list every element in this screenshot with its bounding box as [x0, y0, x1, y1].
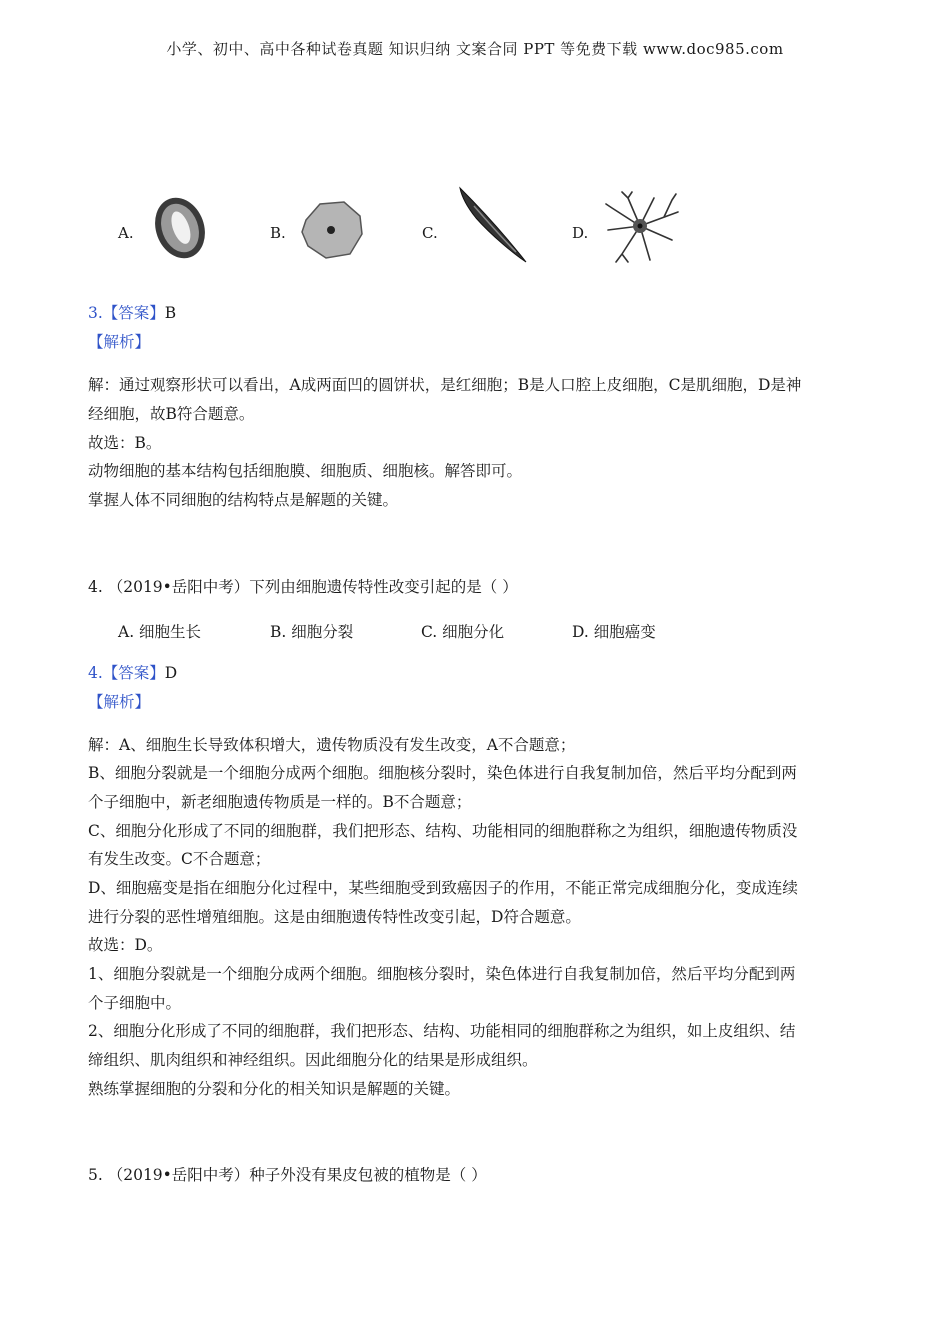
- q4-line-12: 缔组织、肌肉组织和神经组织。因此细胞分化的结果是形成组织。: [88, 1051, 538, 1069]
- q3-answer: [88, 301, 176, 323]
- q4-line-8: 故选：D。: [88, 936, 163, 954]
- option-label: C.: [422, 224, 438, 242]
- q5-question: 5. （2019•岳阳中考）种子外没有果皮包被的植物是（ ）: [88, 1166, 487, 1184]
- answer-value: D: [164, 664, 178, 682]
- q4-analysis-label: 【解析】: [88, 693, 151, 711]
- option-label: A.: [118, 224, 134, 242]
- q3-option-row: [118, 190, 738, 270]
- q4-line-2: B、细胞分裂就是一个细胞分成两个细胞。细胞核分裂时，染色体进行自我复制加倍，然后平均分配到两: [88, 764, 797, 782]
- q4-answer: [88, 661, 177, 683]
- q3-analysis-label: 【解析】: [88, 333, 151, 351]
- q4-choice-d[interactable]: D. 细胞癌变: [572, 623, 656, 641]
- answer-value: B: [164, 304, 177, 322]
- muscle-cell-icon: [452, 184, 532, 266]
- neuron-icon: [602, 190, 682, 266]
- q4-line-1: 解：A、细胞生长导致体积增大，遗传物质没有发生改变，A不合题意；: [88, 736, 576, 754]
- q4-line-4: C、细胞分化形成了不同的细胞群，我们把形态、结构、功能相同的细胞群称之为组织，细胞遗传物质没: [88, 822, 798, 840]
- red-blood-cell-icon: [150, 190, 210, 262]
- answer-prefix: 3.【答案】: [88, 304, 165, 322]
- page-header: 小学、初中、高中各种试卷真题 知识归纳 文案合同 PPT 等免费下载 www.doc985.com: [166, 40, 784, 58]
- q4-question: 4. （2019•岳阳中考）下列由细胞遗传特性改变引起的是（ ）: [88, 578, 518, 596]
- q3-line-5: 掌握人体不同细胞的结构特点是解题的关键。: [88, 491, 399, 509]
- q3-line-3: 故选：B。: [88, 434, 162, 452]
- answer-prefix: 4.【答案】: [88, 664, 165, 682]
- q4-line-3: 个子细胞中，新老细胞遗传物质是一样的。B不合题意；: [88, 793, 472, 811]
- q4-line-6: D、细胞癌变是指在细胞分化过程中，某些细胞受到致癌因子的作用，不能正常完成细胞分化，变成连续: [88, 879, 798, 897]
- q4-choice-b[interactable]: B. 细胞分裂: [270, 623, 354, 641]
- q3-line-1: 解：通过观察形状可以看出，A成两面凹的圆饼状，是红细胞；B是人口腔上皮细胞，C是肌细胞，D是神: [88, 376, 802, 394]
- q4-choice-a[interactable]: A. 细胞生长: [118, 623, 202, 641]
- option-label: D.: [572, 224, 589, 242]
- q4-line-13: 熟练掌握细胞的分裂和分化的相关知识是解题的关键。: [88, 1080, 461, 1098]
- q4-line-7: 进行分裂的恶性增殖细胞。这是由细胞遗传特性改变引起，D符合题意。: [88, 908, 581, 926]
- q4-choice-c[interactable]: C. 细胞分化: [421, 623, 505, 641]
- option-label: B.: [270, 224, 286, 242]
- q3-line-4: 动物细胞的基本结构包括细胞膜、细胞质、细胞核。解答即可。: [88, 462, 523, 480]
- q3-line-2: 经细胞，故B符合题意。: [88, 405, 255, 423]
- q4-line-11: 2、细胞分化形成了不同的细胞群，我们把形态、结构、功能相同的细胞群称之为组织，如上皮组织、结: [88, 1022, 796, 1040]
- epithelial-cell-icon: [298, 198, 368, 262]
- q4-line-5: 有发生改变。C不合题意；: [88, 850, 271, 868]
- q4-line-9: 1、细胞分裂就是一个细胞分成两个细胞。细胞核分裂时，染色体进行自我复制加倍，然后平均分配到两: [88, 965, 796, 983]
- q4-choices: [118, 620, 718, 642]
- q4-line-10: 个子细胞中。: [88, 994, 182, 1012]
